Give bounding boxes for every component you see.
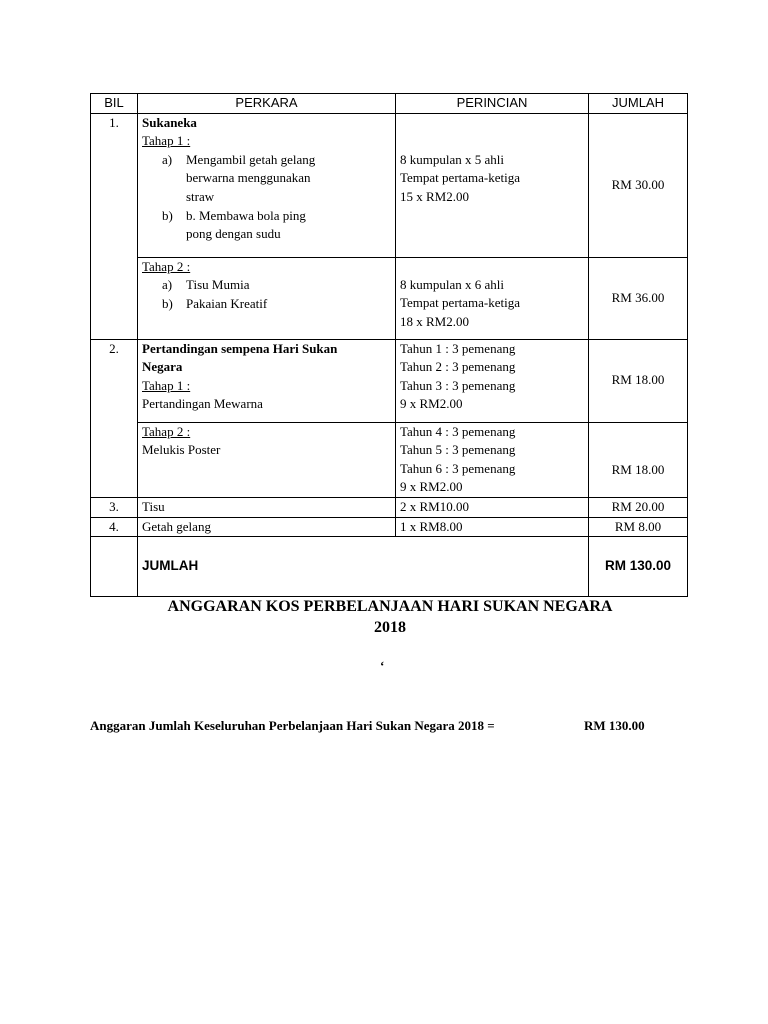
list-item <box>142 207 395 226</box>
budget-table <box>90 93 688 597</box>
detail-line: 9 x RM2.00 <box>400 396 463 412</box>
list-item <box>142 295 395 314</box>
amount-cell: RM 30.00 <box>589 113 688 257</box>
header-perincian: PERINCIAN <box>396 94 589 114</box>
list-text-line: straw <box>186 188 215 204</box>
table-row <box>91 257 688 339</box>
amount-cell: RM 36.00 <box>589 257 688 339</box>
stage-label: Tahap 1 : <box>142 133 191 149</box>
item-title: Negara <box>142 359 183 375</box>
detail-line: 15 x RM2.00 <box>400 188 469 204</box>
details-cell <box>396 257 589 339</box>
item-cell <box>138 339 396 422</box>
document-title <box>90 596 690 638</box>
list-text: Pakaian Kreatif <box>186 295 268 311</box>
details-cell <box>396 422 589 497</box>
table-row <box>91 497 688 517</box>
header-jumlah: JUMLAH <box>589 94 688 114</box>
table-row <box>91 422 688 497</box>
detail-line: Tahun 3 : 3 pemenang <box>400 377 516 393</box>
detail-line: Tahun 6 : 3 pemenang <box>400 460 516 476</box>
empty-cell <box>91 537 138 597</box>
total-row <box>91 537 688 597</box>
table-row <box>91 517 688 537</box>
details-cell <box>396 339 589 422</box>
list-text: Tisu Mumia <box>186 277 250 293</box>
detail-line: Tahun 4 : 3 pemenang <box>400 423 516 439</box>
row-number: 3. <box>91 497 138 517</box>
table-row <box>91 339 688 422</box>
list-text: Mengambil getah gelang <box>186 151 316 167</box>
amount-cell: RM 20.00 <box>589 497 688 517</box>
list-marker: a) <box>162 277 173 293</box>
detail-line: 8 kumpulan x 6 ahli <box>400 276 504 292</box>
list-text-line: berwarna menggunakan <box>186 170 311 186</box>
detail-line: 18 x RM2.00 <box>400 313 469 329</box>
item-text: Melukis Poster <box>142 442 221 458</box>
details-cell <box>396 113 589 257</box>
detail-line: Tahun 2 : 3 pemenang <box>400 359 516 375</box>
header-bil: BIL <box>91 94 138 114</box>
detail-line: Tempat pertama-ketiga <box>400 170 521 186</box>
details-cell: 2 x RM10.00 <box>396 497 589 517</box>
detail-line: Tempat pertama-ketiga <box>400 295 521 311</box>
stray-mark: ‘ <box>380 658 385 673</box>
detail-line: 8 kumpulan x 5 ahli <box>400 151 504 167</box>
row-number: 1. <box>91 113 138 339</box>
item-cell <box>138 257 396 339</box>
detail-line: 9 x RM2.00 <box>400 479 463 495</box>
list-text: b. Membawa bola ping <box>186 207 306 223</box>
detail-line: Tahun 1 : 3 pemenang <box>400 340 516 356</box>
list-marker: b) <box>162 207 173 223</box>
table-row <box>91 113 688 257</box>
list-marker: a) <box>162 151 173 167</box>
item-title: Pertandingan sempena Hari Sukan <box>142 340 338 356</box>
list-item <box>142 151 395 170</box>
amount-cell <box>589 422 688 497</box>
detail-line: Tahun 5 : 3 pemenang <box>400 442 516 458</box>
details-cell: 1 x RM8.00 <box>396 517 589 537</box>
amount-cell: RM 8.00 <box>589 517 688 537</box>
title-line: ANGGARAN KOS PERBELANJAAN HARI SUKAN NEGARA <box>167 598 613 615</box>
row-number: 2. <box>91 339 138 497</box>
item-cell: Tisu <box>138 497 396 517</box>
amount-cell: RM 18.00 <box>589 339 688 422</box>
item-cell: Getah gelang <box>138 517 396 537</box>
total-label: JUMLAH <box>138 537 589 597</box>
header-perkara: PERKARA <box>138 94 396 114</box>
stage-label: Tahap 2 : <box>142 423 191 439</box>
total-amount: RM 130.00 <box>589 537 688 597</box>
summary-value: RM 130.00 <box>584 718 645 733</box>
row-number: 4. <box>91 517 138 537</box>
stage-label: Tahap 2 : <box>142 258 191 274</box>
amount-text: RM 18.00 <box>611 462 665 478</box>
list-item <box>142 276 395 295</box>
list-text-line: pong dengan sudu <box>186 226 281 242</box>
item-cell <box>138 422 396 497</box>
item-cell <box>138 113 396 257</box>
stage-label: Tahap 1 : <box>142 377 191 393</box>
summary-label: Anggaran Jumlah Keseluruhan Perbelanjaan Hari Sukan Negara 2018 = <box>90 718 495 733</box>
table-header-row <box>91 94 688 114</box>
item-text: Pertandingan Mewarna <box>142 396 263 412</box>
item-title: Sukaneka <box>142 114 197 130</box>
title-line: 2018 <box>374 619 406 636</box>
list-marker: b) <box>162 295 173 311</box>
